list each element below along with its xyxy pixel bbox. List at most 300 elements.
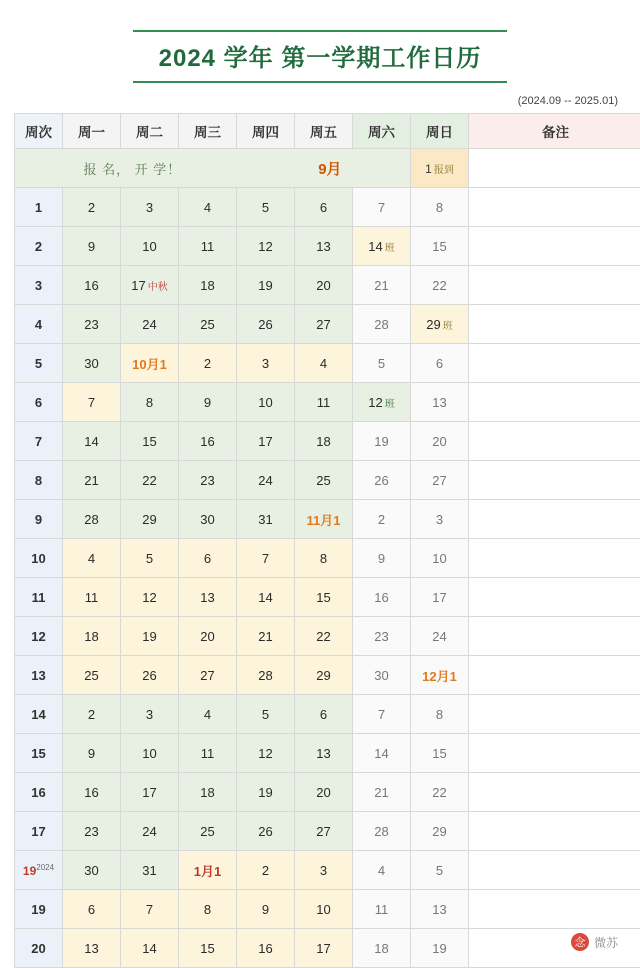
day-number: 9 [378, 551, 385, 566]
day-number: 28 [84, 512, 98, 527]
day-number: 9 [262, 902, 269, 917]
day-cell [179, 344, 237, 383]
table-row [15, 461, 640, 500]
day-number: 17 [316, 941, 330, 956]
day-number: 6 [320, 200, 327, 215]
day-number: 8 [146, 395, 153, 410]
table-row [15, 344, 640, 383]
column-header-sat: 周六 [353, 114, 411, 149]
day-cell [411, 578, 469, 617]
day-number: 11月1 [307, 510, 341, 529]
day-cell [121, 227, 179, 266]
column-header-fri: 周五 [295, 114, 353, 149]
day-cell [121, 656, 179, 695]
day-number: 27 [316, 824, 330, 839]
day-cell [237, 812, 295, 851]
day-number: 10 [142, 239, 156, 254]
note-cell[interactable] [469, 812, 640, 851]
day-number: 13 [432, 395, 446, 410]
note-cell[interactable] [469, 188, 640, 227]
day-cell [121, 578, 179, 617]
day-number: 22 [432, 785, 446, 800]
day-number: 8 [436, 707, 443, 722]
day-number: 7 [262, 551, 269, 566]
day-cell [179, 851, 237, 890]
day-cell [179, 227, 237, 266]
day-cell [237, 227, 295, 266]
day-cell [63, 812, 121, 851]
day-cell [121, 929, 179, 968]
day-cell [179, 422, 237, 461]
column-header-note: 备注 [469, 114, 640, 149]
day-number: 23 [84, 824, 98, 839]
day-cell [237, 266, 295, 305]
day-number: 16 [200, 434, 214, 449]
day-number: 12 [368, 395, 382, 410]
table-row [15, 890, 640, 929]
day-number: 5 [436, 863, 443, 878]
day-number: 14 [258, 590, 272, 605]
day-tag: 报到 [434, 165, 454, 176]
day-number: 26 [258, 824, 272, 839]
week-number-cell: 4 [15, 305, 63, 344]
day-number: 30 [84, 356, 98, 371]
day-tag: 班 [385, 399, 395, 410]
day-number: 4 [204, 707, 211, 722]
day-cell [353, 344, 411, 383]
column-header-mon: 周一 [63, 114, 121, 149]
day-tag: 中秋 [148, 282, 168, 293]
note-cell[interactable] [469, 578, 640, 617]
day-number: 3 [146, 707, 153, 722]
week-number-cell: 13 [15, 656, 63, 695]
day-number: 8 [320, 551, 327, 566]
day-number: 25 [84, 668, 98, 683]
day-number: 2 [204, 356, 211, 371]
day-cell [121, 695, 179, 734]
note-cell[interactable] [469, 344, 640, 383]
day-number: 19 [374, 434, 388, 449]
day-cell [411, 851, 469, 890]
day-cell [295, 617, 353, 656]
day-cell [63, 539, 121, 578]
day-cell [179, 305, 237, 344]
day-number: 7 [378, 707, 385, 722]
day-cell [353, 734, 411, 773]
note-cell[interactable] [469, 890, 640, 929]
day-number: 20 [432, 434, 446, 449]
day-cell [237, 383, 295, 422]
week-number-cell: 12 [15, 617, 63, 656]
note-cell[interactable] [469, 461, 640, 500]
day-cell [353, 188, 411, 227]
day-cell [121, 734, 179, 773]
day-number: 18 [374, 941, 388, 956]
day-cell [237, 695, 295, 734]
day-cell [295, 929, 353, 968]
week-number-cell: 6 [15, 383, 63, 422]
day-number: 11 [201, 239, 215, 254]
day-number: 12月1 [422, 666, 457, 685]
day-cell [121, 617, 179, 656]
day-cell [295, 422, 353, 461]
day-cell [411, 695, 469, 734]
day-number: 14 [368, 239, 382, 254]
day-cell [295, 773, 353, 812]
day-number: 18 [316, 434, 330, 449]
day-number: 3 [436, 512, 443, 527]
day-number: 24 [142, 824, 156, 839]
table-row [15, 500, 640, 539]
table-header-row [15, 114, 640, 149]
column-header-thu: 周四 [237, 114, 295, 149]
day-cell [63, 461, 121, 500]
day-cell [179, 617, 237, 656]
day-cell [411, 422, 469, 461]
day-cell [63, 266, 121, 305]
day-cell [353, 656, 411, 695]
day-number: 20 [316, 278, 330, 293]
day-cell [237, 929, 295, 968]
note-cell[interactable] [469, 383, 640, 422]
day-cell [63, 383, 121, 422]
day-number: 5 [262, 707, 269, 722]
day-cell [353, 812, 411, 851]
day-cell [411, 344, 469, 383]
day-cell [353, 773, 411, 812]
day-number: 31 [258, 512, 272, 527]
table-row [15, 188, 640, 227]
day-cell [353, 929, 411, 968]
day-cell [179, 539, 237, 578]
day-number: 31 [142, 863, 156, 878]
day-cell [179, 500, 237, 539]
table-row [15, 539, 640, 578]
day-cell [121, 383, 179, 422]
week-number-cell: 3 [15, 266, 63, 305]
day-number: 25 [200, 824, 214, 839]
day-cell [411, 656, 469, 695]
calendar-body [15, 149, 640, 968]
day-cell [353, 539, 411, 578]
day-cell [295, 227, 353, 266]
week-number-cell: 5 [15, 344, 63, 383]
note-cell[interactable] [469, 773, 640, 812]
day-number: 27 [432, 473, 446, 488]
week-number-cell: 19 [15, 890, 63, 929]
week-number-cell: 8 [15, 461, 63, 500]
day-number: 26 [374, 473, 388, 488]
day-cell [63, 227, 121, 266]
day-cell [237, 188, 295, 227]
day-number: 15 [432, 239, 446, 254]
day-cell [353, 383, 411, 422]
week-number-cell: 11 [15, 578, 63, 617]
day-number: 30 [200, 512, 214, 527]
day-cell [295, 500, 353, 539]
day-cell [411, 734, 469, 773]
day-cell [63, 890, 121, 929]
day-cell [353, 227, 411, 266]
day-cell [295, 461, 353, 500]
table-row [15, 227, 640, 266]
day-number: 22 [432, 278, 446, 293]
day-cell [237, 422, 295, 461]
day-number: 13 [84, 941, 98, 956]
day-number: 16 [84, 278, 98, 293]
day-number: 14 [374, 746, 388, 761]
day-cell [121, 812, 179, 851]
day-number: 14 [142, 941, 156, 956]
day-cell [179, 266, 237, 305]
day-number: 11 [317, 395, 331, 410]
table-row [15, 266, 640, 305]
day-number: 3 [146, 200, 153, 215]
day-cell [411, 929, 469, 968]
table-row [15, 617, 640, 656]
day-cell [353, 851, 411, 890]
day-cell [411, 305, 469, 344]
day-number: 16 [258, 941, 272, 956]
day-number: 16 [374, 590, 388, 605]
week-number-cell: 17 [15, 812, 63, 851]
day-cell [63, 617, 121, 656]
day-cell [63, 851, 121, 890]
date-range-subtitle: (2024.09 -- 2025.01) [0, 83, 640, 113]
day-number: 4 [88, 551, 95, 566]
day-number: 7 [88, 395, 95, 410]
day-cell [295, 890, 353, 929]
day-number: 27 [316, 317, 330, 332]
day-number: 20 [200, 629, 214, 644]
day-number: 12 [142, 590, 156, 605]
day-cell [295, 578, 353, 617]
page-title: 2024 学年 第一学期工作日历 [133, 30, 508, 83]
day-cell [353, 617, 411, 656]
day-number: 17 [258, 434, 272, 449]
day-number: 29 [142, 512, 156, 527]
watermark-text: 微苏 [594, 934, 618, 951]
day-cell [121, 305, 179, 344]
day-number: 19 [432, 941, 446, 956]
day-number: 19 [258, 278, 272, 293]
day-number: 17 [432, 590, 446, 605]
day-number: 11 [85, 590, 99, 605]
day-cell [179, 578, 237, 617]
day-number: 28 [258, 668, 272, 683]
day-cell [121, 773, 179, 812]
note-cell[interactable] [469, 851, 640, 890]
day-number: 4 [378, 863, 385, 878]
day-number: 3 [320, 863, 327, 878]
day-cell [411, 812, 469, 851]
day-number: 1 [425, 162, 432, 176]
day-number: 6 [88, 902, 95, 917]
day-cell [121, 539, 179, 578]
week-number-cell: 10 [15, 539, 63, 578]
column-header-wed: 周三 [179, 114, 237, 149]
day-number: 6 [320, 707, 327, 722]
day-cell [237, 344, 295, 383]
day-number: 4 [320, 356, 327, 371]
note-cell[interactable] [469, 422, 640, 461]
day-number: 21 [374, 278, 388, 293]
day-number: 24 [142, 317, 156, 332]
day-number: 20 [316, 785, 330, 800]
week-number-cell: 9 [15, 500, 63, 539]
note-cell[interactable] [469, 539, 640, 578]
day-number: 22 [142, 473, 156, 488]
day-number: 21 [258, 629, 272, 644]
day-cell [63, 188, 121, 227]
day-cell [121, 344, 179, 383]
banner-text: 报 名， 开 学！ [83, 159, 181, 178]
day-cell [179, 929, 237, 968]
day-cell [179, 656, 237, 695]
day-cell [121, 500, 179, 539]
day-cell [295, 539, 353, 578]
day-cell [121, 851, 179, 890]
day-cell [411, 266, 469, 305]
note-cell[interactable] [469, 734, 640, 773]
day-cell [295, 812, 353, 851]
day-cell [353, 305, 411, 344]
week-number-cell: 15 [15, 734, 63, 773]
day-number: 18 [200, 278, 214, 293]
day-number: 10月1 [132, 354, 167, 373]
day-number: 9 [88, 239, 95, 254]
day-number: 19 [142, 629, 156, 644]
work-calendar-table [14, 113, 640, 968]
day-number: 5 [262, 200, 269, 215]
note-cell[interactable] [469, 617, 640, 656]
table-row [15, 578, 640, 617]
day-cell [353, 461, 411, 500]
day-cell [295, 344, 353, 383]
watermark-icon: 念 [571, 933, 589, 951]
table-row [15, 851, 640, 890]
table-row [15, 305, 640, 344]
day-number: 29 [426, 317, 440, 332]
day-number: 11 [375, 902, 389, 917]
day-number: 26 [142, 668, 156, 683]
note-cell[interactable] [469, 227, 640, 266]
day-cell [411, 539, 469, 578]
day-number: 8 [436, 200, 443, 215]
note-cell[interactable] [469, 500, 640, 539]
day-cell [179, 383, 237, 422]
note-cell[interactable] [469, 266, 640, 305]
day-cell [179, 734, 237, 773]
day-cell [295, 305, 353, 344]
banner-month-label: 9月 [318, 158, 341, 179]
day-cell [63, 344, 121, 383]
week-number-cell: 14 [15, 695, 63, 734]
day-cell [295, 656, 353, 695]
day-number: 3 [262, 356, 269, 371]
day-cell [411, 890, 469, 929]
day-cell [295, 851, 353, 890]
day-number: 1月1 [194, 861, 221, 880]
day-number: 18 [200, 785, 214, 800]
day-number: 13 [432, 902, 446, 917]
day-cell [411, 383, 469, 422]
day-number: 4 [204, 200, 211, 215]
column-header-sun: 周日 [411, 114, 469, 149]
day-number: 2 [88, 707, 95, 722]
day-number: 10 [316, 902, 330, 917]
day-cell [237, 305, 295, 344]
day-cell [179, 812, 237, 851]
day-cell [411, 188, 469, 227]
table-row [15, 773, 640, 812]
table-row [15, 929, 640, 968]
day-cell [63, 422, 121, 461]
day-number: 22 [316, 629, 330, 644]
day-cell-sep-1 [411, 149, 469, 188]
watermark-badge [569, 931, 626, 953]
day-cell [63, 305, 121, 344]
day-number: 21 [84, 473, 98, 488]
day-number: 15 [316, 590, 330, 605]
day-cell [63, 695, 121, 734]
day-number: 19 [258, 785, 272, 800]
day-number: 16 [84, 785, 98, 800]
day-number: 10 [258, 395, 272, 410]
day-cell [237, 656, 295, 695]
day-number: 15 [142, 434, 156, 449]
day-cell [237, 617, 295, 656]
day-number: 15 [432, 746, 446, 761]
column-header-tue: 周二 [121, 114, 179, 149]
day-cell [63, 929, 121, 968]
day-cell [63, 656, 121, 695]
day-cell [179, 890, 237, 929]
day-cell [353, 890, 411, 929]
day-cell [353, 578, 411, 617]
day-cell [237, 500, 295, 539]
note-cell[interactable] [469, 149, 640, 188]
day-cell [411, 500, 469, 539]
day-number: 24 [432, 629, 446, 644]
day-cell [353, 695, 411, 734]
day-number: 13 [316, 239, 330, 254]
day-cell [237, 578, 295, 617]
day-number: 24 [258, 473, 272, 488]
month-banner-cell [15, 149, 411, 188]
day-number: 8 [204, 902, 211, 917]
table-row [15, 695, 640, 734]
day-number: 12 [258, 746, 272, 761]
day-cell [411, 773, 469, 812]
day-cell [237, 890, 295, 929]
day-cell [179, 461, 237, 500]
day-number: 17 [131, 278, 145, 293]
title-area [0, 0, 640, 83]
day-number: 13 [316, 746, 330, 761]
table-row [15, 734, 640, 773]
day-cell [353, 266, 411, 305]
day-cell [295, 695, 353, 734]
day-cell [179, 773, 237, 812]
note-cell[interactable] [469, 695, 640, 734]
note-cell[interactable] [469, 305, 640, 344]
day-number: 10 [432, 551, 446, 566]
week-number-cell: 2 [15, 227, 63, 266]
month-banner-row [15, 149, 640, 188]
day-tag: 班 [443, 321, 453, 332]
note-cell[interactable] [469, 656, 640, 695]
